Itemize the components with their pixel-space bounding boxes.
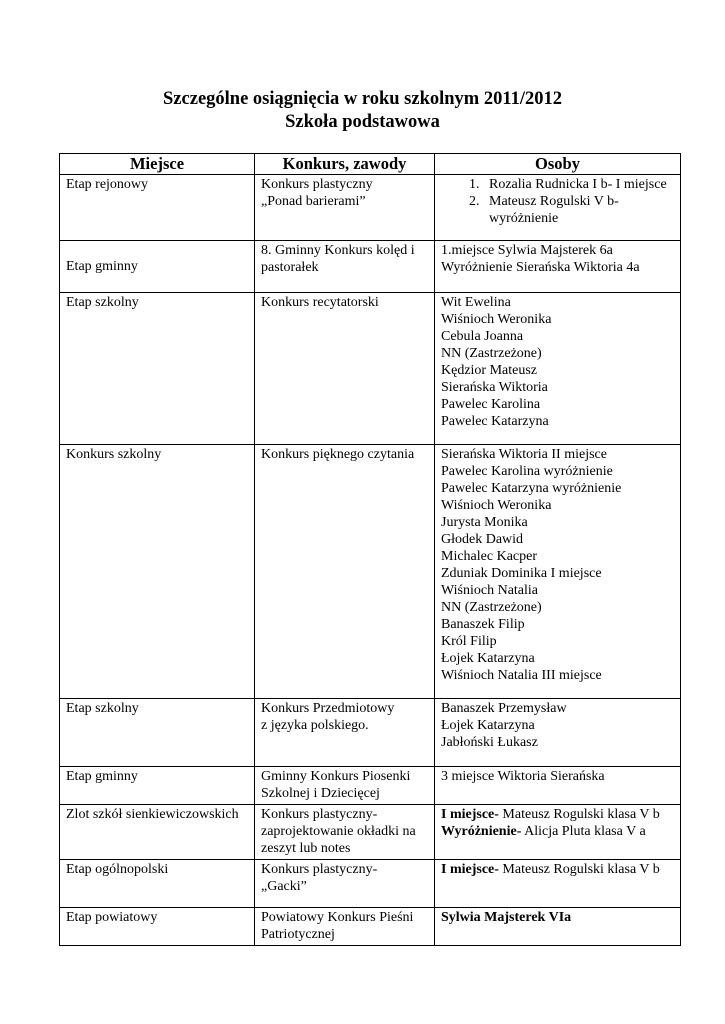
person-entry: Kędzior Mateusz <box>441 363 538 378</box>
people-numbered-list <box>435 176 676 227</box>
cell-place <box>60 860 255 908</box>
contest-text-line: zeszyt lub notes <box>261 841 351 856</box>
person-entry: Banaszek Filip <box>441 617 525 632</box>
cell-people <box>435 445 681 699</box>
column-header-contest: Konkurs, zawody <box>255 154 435 175</box>
person-entry: Sierańska Wiktoria II miejsce <box>441 447 607 462</box>
person-name: Mateusz Rogulski klasa V b <box>498 862 660 877</box>
person-entry: Pawelec Karolina <box>441 397 541 412</box>
person-entry: Wiśnioch Weronika <box>441 312 552 327</box>
contest-text-line: zaprojektowanie okładki na <box>261 824 416 839</box>
table-row <box>60 445 681 699</box>
cell-contest <box>255 860 435 908</box>
place-text: Konkurs szkolny <box>66 447 162 462</box>
award-label: Sylwia Majsterek VIa <box>441 910 572 925</box>
contest-text-line: Konkurs plastyczny- <box>261 862 378 877</box>
contest-text-line: z języka polskiego. <box>261 718 369 733</box>
contest-text-line: Patriotycznej <box>261 927 335 942</box>
table-row <box>60 241 681 293</box>
contest-text-line: Konkurs plastyczny- <box>261 807 378 822</box>
contest-text-line: Gminny Konkurs Piosenki <box>261 769 411 784</box>
award-label: Wyróżnienie- <box>441 824 522 839</box>
contest-text-line: Konkurs pięknego czytania <box>261 447 415 462</box>
person-entry: Jurysta Monika <box>441 515 528 530</box>
cell-contest <box>255 805 435 860</box>
table-row <box>60 175 681 241</box>
person-entry: Jabłoński Łukasz <box>441 735 538 750</box>
contest-text-line: Powiatowy Konkurs Pieśni <box>261 910 414 925</box>
cell-contest <box>255 908 435 946</box>
person-entry <box>441 909 676 926</box>
person-entry <box>441 823 676 840</box>
table-row <box>60 805 681 860</box>
cell-people <box>435 699 681 767</box>
person-entry: Głodek Dawid <box>441 532 524 547</box>
person-entry: Wiśnioch Natalia <box>441 583 539 598</box>
cell-contest <box>255 767 435 805</box>
person-entry: Pawelec Katarzyna <box>441 414 549 429</box>
contest-text-line: Konkurs recytatorski <box>261 295 379 310</box>
person-entry <box>441 806 676 823</box>
person-entry: Sierańska Wiktoria <box>441 380 548 395</box>
person-entry: Wit Ewelina <box>441 295 511 310</box>
cell-place <box>60 805 255 860</box>
person-entry: Zduniak Dominika I miejsce <box>441 566 602 581</box>
contest-text-line: pastorałek <box>261 260 319 275</box>
person-entry: Cebula Joanna <box>441 329 524 344</box>
person-entry: Pawelec Karolina wyróżnienie <box>441 464 613 479</box>
person-entry: Wyróżnienie Sierańska Wiktoria 4a <box>441 260 640 275</box>
contest-text-line: Konkurs Przedmiotowy <box>261 701 395 716</box>
table-row <box>60 767 681 805</box>
contest-text-line: Konkurs plastyczny <box>261 177 373 192</box>
place-text: Zlot szkół sienkiewiczowskich <box>66 807 239 822</box>
person-name: Alicja Pluta klasa V a <box>521 824 646 839</box>
cell-contest <box>255 445 435 699</box>
cell-place <box>60 293 255 445</box>
person-entry: NN (Zastrzeżone) <box>441 346 542 361</box>
cell-place <box>60 767 255 805</box>
table-row <box>60 699 681 767</box>
cell-place <box>60 445 255 699</box>
person-entry <box>441 861 676 878</box>
cell-place <box>60 908 255 946</box>
place-text: Etap szkolny <box>66 701 139 716</box>
person-entry: Łojek Katarzyna <box>441 651 535 666</box>
document-subtitle: Szkoła podstawowa <box>285 112 440 132</box>
table-row <box>60 293 681 445</box>
cell-people <box>435 293 681 445</box>
award-label: I miejsce- <box>441 807 499 822</box>
person-entry: NN (Zastrzeżone) <box>441 600 542 615</box>
person-entry: Łojek Katarzyna <box>441 718 535 733</box>
place-text: Etap gminny <box>66 769 138 784</box>
cell-people <box>435 805 681 860</box>
person-name: Mateusz Rogulski klasa V b <box>498 807 660 822</box>
place-text: Etap szkolny <box>66 295 139 310</box>
contest-text-line: 8. Gminny Konkurs kolęd i <box>261 243 415 258</box>
cell-contest <box>255 699 435 767</box>
cell-place <box>60 175 255 241</box>
person-entry: Wiśnioch Natalia III miejsce <box>441 668 602 683</box>
cell-people <box>435 767 681 805</box>
people-list-item: 2. Mateusz Rogulski V b- wyróżnienie <box>483 193 676 227</box>
table-row <box>60 908 681 946</box>
cell-people <box>435 175 681 241</box>
cell-contest <box>255 175 435 241</box>
place-text: Etap gminny <box>66 259 138 274</box>
place-text: Etap rejonowy <box>66 177 149 192</box>
person-entry: Michalec Kacper <box>441 549 537 564</box>
contest-text-line: Szkolnej i Dziecięcej <box>261 786 380 801</box>
cell-place <box>60 241 255 293</box>
person-entry: Wiśnioch Weronika <box>441 498 552 513</box>
achievements-table <box>59 153 681 946</box>
contest-text-line: „Ponad barierami” <box>261 194 366 209</box>
person-entry: 3 miejsce Wiktoria Sierańska <box>441 769 605 784</box>
cell-people <box>435 860 681 908</box>
table-row <box>60 860 681 908</box>
award-label: I miejsce- <box>441 862 499 877</box>
cell-people <box>435 908 681 946</box>
cell-contest <box>255 293 435 445</box>
person-entry: 1.miejsce Sylwia Majsterek 6a <box>441 243 613 258</box>
place-text: Etap ogólnopolski <box>66 862 169 877</box>
person-entry: Król Filip <box>441 634 497 649</box>
place-text: Etap powiatowy <box>66 910 158 925</box>
column-header-place: Miejsce <box>60 154 255 175</box>
cell-people <box>435 241 681 293</box>
people-list-item: 1. Rozalia Rudnicka I b- I miejsce <box>483 176 676 193</box>
cell-place <box>60 699 255 767</box>
cell-contest <box>255 241 435 293</box>
table-header-row <box>60 154 681 175</box>
document-title: Szczególne osiągnięcia w roku szkolnym 2011/2012 <box>163 89 562 109</box>
contest-text-line: „Gacki” <box>261 879 307 894</box>
person-entry: Pawelec Katarzyna wyróżnienie <box>441 481 622 496</box>
column-header-people: Osoby <box>435 154 681 175</box>
person-entry: Banaszek Przemysław <box>441 701 567 716</box>
